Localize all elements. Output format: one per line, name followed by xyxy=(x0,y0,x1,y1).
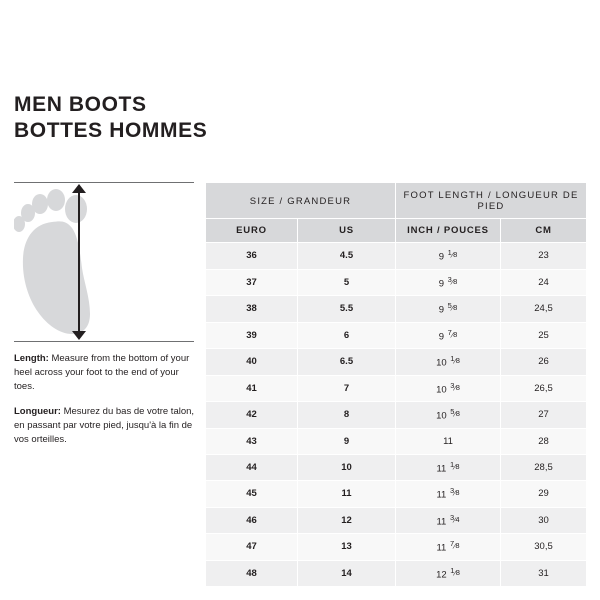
cell-euro: 46 xyxy=(206,507,298,534)
cell-cm: 30,5 xyxy=(501,534,587,561)
column-header-us: US xyxy=(298,219,396,243)
table-row xyxy=(206,402,587,429)
table-row xyxy=(206,296,587,323)
table-row xyxy=(206,560,587,587)
cell-cm: 24 xyxy=(501,269,587,296)
divider-top xyxy=(14,182,194,183)
instruction-en xyxy=(14,352,200,394)
column-header-cm: CM xyxy=(501,219,587,243)
cell-euro: 44 xyxy=(206,454,298,481)
arrow-head-down-icon xyxy=(72,331,86,340)
table-row xyxy=(206,428,587,454)
cell-euro: 37 xyxy=(206,269,298,296)
cell-cm: 25 xyxy=(501,322,587,349)
table-row xyxy=(206,269,587,296)
cell-inch: 10 $^5⁄_8$ xyxy=(396,402,501,429)
cell-euro: 41 xyxy=(206,375,298,402)
divider-bottom xyxy=(14,341,194,342)
cell-cm: 23 xyxy=(501,243,587,270)
cell-us: 6 xyxy=(298,322,396,349)
cell-euro: 38 xyxy=(206,296,298,323)
cell-inch: 11 $^1⁄_8$ xyxy=(396,454,501,481)
cell-us: 14 xyxy=(298,560,396,587)
cell-cm: 26,5 xyxy=(501,375,587,402)
instruction-en-text: Measure from the bottom of your heel across your foot to the end of your toes. xyxy=(14,353,190,392)
cell-inch: 10 $^1⁄_8$ xyxy=(396,349,501,376)
cell-euro: 40 xyxy=(206,349,298,376)
cell-cm: 29 xyxy=(501,481,587,508)
cell-cm: 26 xyxy=(501,349,587,376)
cell-inch: 9 $^7⁄_8$ xyxy=(396,322,501,349)
cell-us: 7 xyxy=(298,375,396,402)
group-header-foot-length: FOOT LENGTH / LONGUEUR DE PIED xyxy=(396,183,587,219)
cell-inch: 11 xyxy=(396,428,501,454)
cell-us: 11 xyxy=(298,481,396,508)
cell-us: 13 xyxy=(298,534,396,561)
cell-cm: 28 xyxy=(501,428,587,454)
page-title xyxy=(14,92,434,144)
cell-euro: 47 xyxy=(206,534,298,561)
group-header-size: SIZE / GRANDEUR xyxy=(206,183,396,219)
table-row xyxy=(206,534,587,561)
cell-euro: 39 xyxy=(206,322,298,349)
cell-us: 4.5 xyxy=(298,243,396,270)
double-arrow-vertical-icon xyxy=(72,184,86,340)
table-column-header-row xyxy=(206,219,587,243)
arrow-shaft xyxy=(78,191,80,333)
cell-inch: 9 $^1⁄_8$ xyxy=(396,243,501,270)
cell-cm: 28,5 xyxy=(501,454,587,481)
foot-diagram xyxy=(14,182,194,342)
table-row xyxy=(206,507,587,534)
cell-euro: 43 xyxy=(206,428,298,454)
cell-euro: 48 xyxy=(206,560,298,587)
cell-us: 5.5 xyxy=(298,296,396,323)
instruction-fr xyxy=(14,405,200,447)
size-table-container xyxy=(205,182,586,587)
cell-us: 6.5 xyxy=(298,349,396,376)
table-row xyxy=(206,481,587,508)
cell-us: 10 xyxy=(298,454,396,481)
table-group-header-row xyxy=(206,183,587,219)
title-line-en: MEN BOOTS xyxy=(14,93,147,116)
cell-inch: 11 $^3⁄_4$ xyxy=(396,507,501,534)
table-row xyxy=(206,322,587,349)
cell-inch: 10 $^3⁄_8$ xyxy=(396,375,501,402)
instruction-en-label: Length: xyxy=(14,353,49,364)
table-row xyxy=(206,243,587,270)
cell-us: 12 xyxy=(298,507,396,534)
measurement-instructions xyxy=(14,352,200,447)
title-line-fr: BOTTES HOMMES xyxy=(14,119,208,142)
cell-us: 5 xyxy=(298,269,396,296)
cell-inch: 9 $^5⁄_8$ xyxy=(396,296,501,323)
cell-euro: 45 xyxy=(206,481,298,508)
cell-us: 8 xyxy=(298,402,396,429)
cell-cm: 27 xyxy=(501,402,587,429)
cell-us: 9 xyxy=(298,428,396,454)
cell-inch: 11 $^3⁄_8$ xyxy=(396,481,501,508)
instruction-fr-label: Longueur: xyxy=(14,406,61,417)
size-table-body xyxy=(206,243,587,587)
cell-cm: 24,5 xyxy=(501,296,587,323)
table-row xyxy=(206,349,587,376)
cell-inch: 9 $^3⁄_8$ xyxy=(396,269,501,296)
measurement-illustration xyxy=(14,182,194,458)
cell-euro: 42 xyxy=(206,402,298,429)
cell-euro: 36 xyxy=(206,243,298,270)
cell-cm: 30 xyxy=(501,507,587,534)
instruction-fr-text: Mesurez du bas de votre talon, en passant par votre pied, jusqu'à la fin de vos orteilles. xyxy=(14,406,195,445)
cell-inch: 11 $^7⁄_8$ xyxy=(396,534,501,561)
foot-outline-icon xyxy=(14,186,124,338)
column-header-euro: EURO xyxy=(206,219,298,243)
cell-cm: 31 xyxy=(501,560,587,587)
column-header-inch: INCH / POUCES xyxy=(396,219,501,243)
table-row xyxy=(206,375,587,402)
cell-inch: 12 $^1⁄_8$ xyxy=(396,560,501,587)
size-table xyxy=(205,182,587,587)
table-row xyxy=(206,454,587,481)
